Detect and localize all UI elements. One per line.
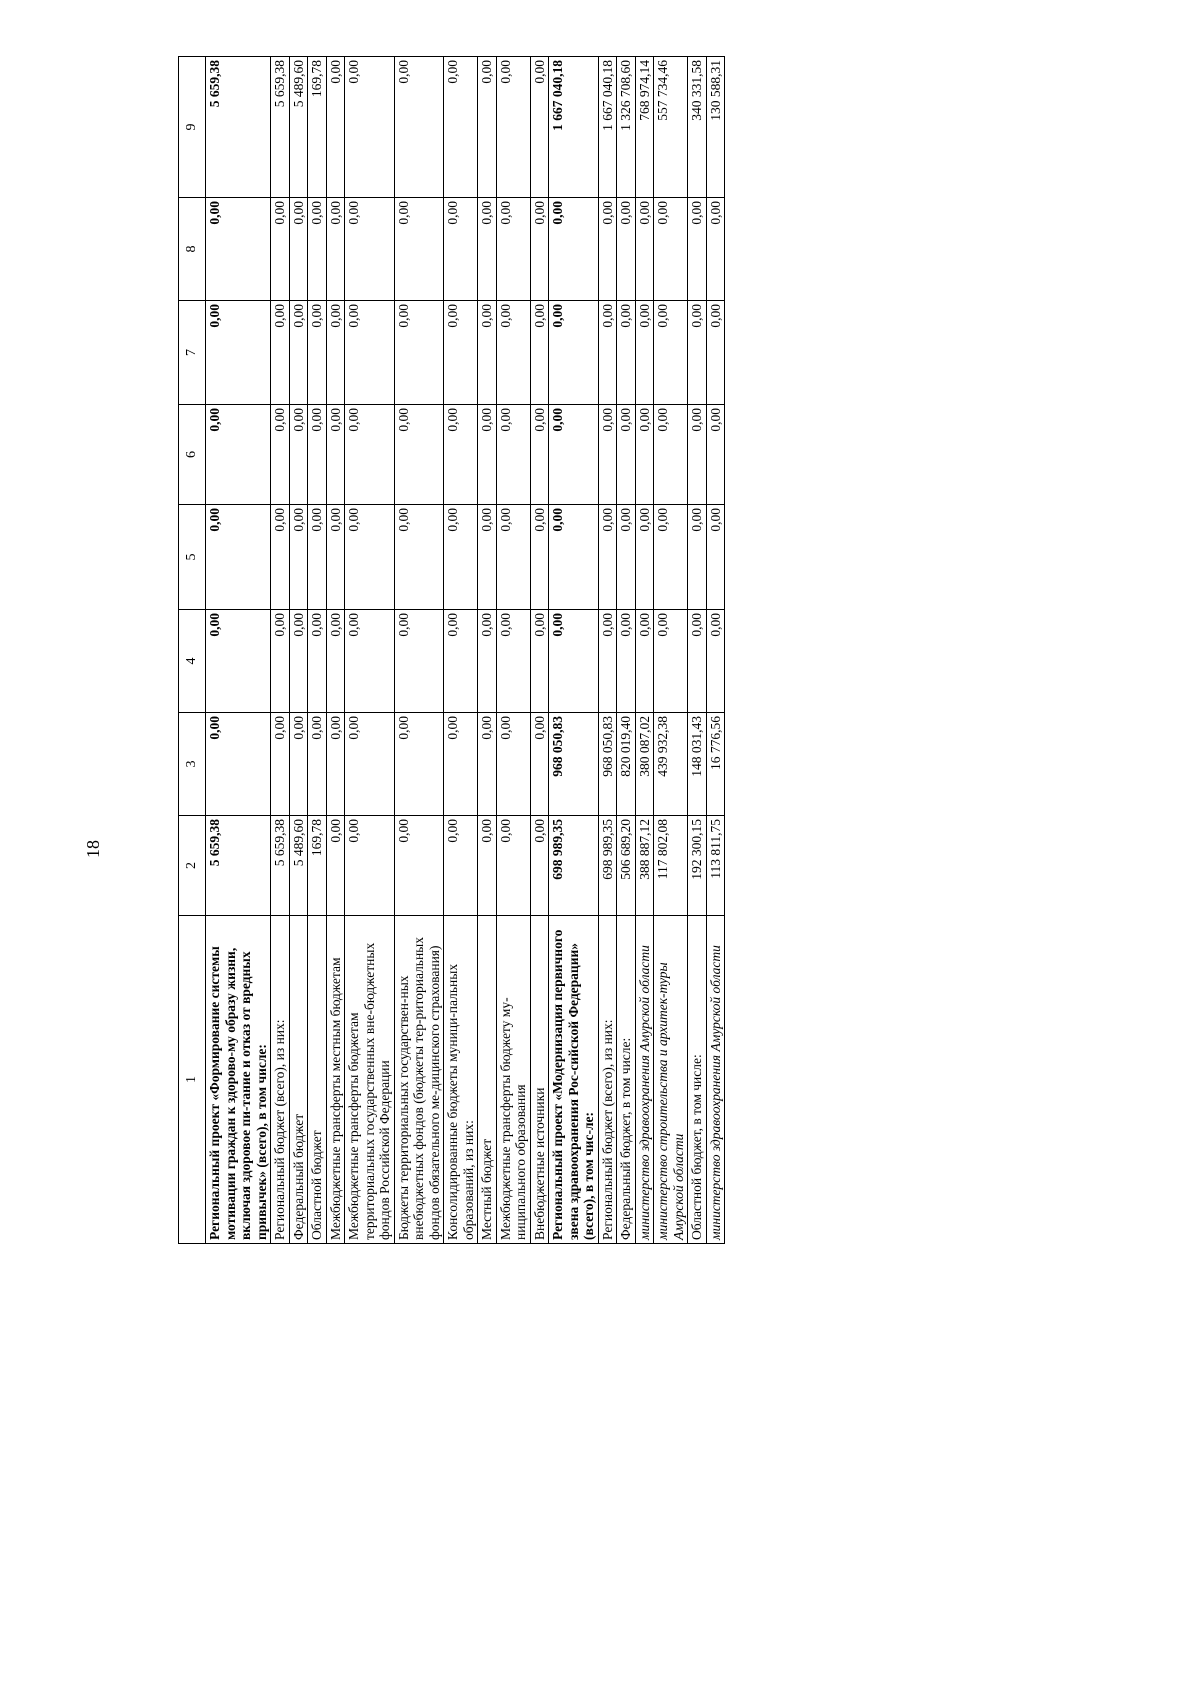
table-row: [706, 57, 725, 1244]
header-cell: 9: [179, 57, 206, 198]
table-row: [635, 57, 654, 1244]
value-cell: 0,00: [444, 610, 478, 713]
value-cell: 0,00: [271, 505, 290, 610]
value-cell: 0,00: [326, 816, 345, 916]
value-cell: 0,00: [308, 301, 327, 405]
header-cell: 7: [179, 301, 206, 405]
value-cell: 0,00: [444, 816, 478, 916]
value-cell: 0,00: [530, 198, 549, 301]
header-cell: 1: [179, 916, 206, 1244]
row-label: Консолидированные бюджеты муници-пальных образований, из них:: [444, 916, 478, 1244]
value-cell: 0,00: [345, 405, 395, 505]
value-cell: 0,00: [617, 505, 636, 610]
value-cell: 1 667 040,18: [598, 57, 617, 198]
value-cell: 557 734,46: [654, 57, 688, 198]
value-cell: 0,00: [478, 301, 497, 405]
header-cell: 6: [179, 405, 206, 505]
value-cell: 0,00: [530, 405, 549, 505]
value-cell: 117 802,08: [654, 816, 688, 916]
row-label: Региональный проект «Формирование системы мотивации граждан к здорово-му образу жизни, включая здоровое пи-тание и отказ от вредных привычек» (всего), в том числе:: [206, 916, 271, 1244]
value-cell: 5 489,60: [289, 816, 308, 916]
value-cell: 0,00: [654, 198, 688, 301]
value-cell: 0,00: [326, 198, 345, 301]
row-label: министерство здравоохранения Амурской области: [635, 916, 654, 1244]
value-cell: 0,00: [530, 816, 549, 916]
value-cell: 5 659,38: [271, 816, 290, 916]
row-label: Межбюджетные трансферты местным бюджетам: [326, 916, 345, 1244]
value-cell: 0,00: [496, 301, 530, 405]
value-cell: 0,00: [326, 405, 345, 505]
header-cell: 8: [179, 198, 206, 301]
table-row: [444, 57, 478, 1244]
value-cell: 0,00: [635, 301, 654, 405]
value-cell: 698 989,35: [549, 816, 599, 916]
row-label: Межбюджетные трансферты бюджетам территориальных государственных вне-бюджетных фондов Российской Федерации: [345, 916, 395, 1244]
value-cell: 0,00: [394, 405, 444, 505]
rotated-table-container: [178, 57, 1078, 1244]
value-cell: 0,00: [530, 713, 549, 816]
table-row: [617, 57, 636, 1244]
value-cell: 0,00: [598, 505, 617, 610]
value-cell: 0,00: [617, 405, 636, 505]
header-cell: 2: [179, 816, 206, 916]
value-cell: 0,00: [394, 198, 444, 301]
value-cell: 0,00: [289, 198, 308, 301]
page-number: 18: [83, 840, 103, 858]
value-cell: 0,00: [206, 713, 271, 816]
row-label: Местный бюджет: [478, 916, 497, 1244]
value-cell: 0,00: [345, 610, 395, 713]
table-row: [598, 57, 617, 1244]
value-cell: 0,00: [549, 405, 599, 505]
value-cell: 506 689,20: [617, 816, 636, 916]
value-cell: 0,00: [444, 405, 478, 505]
value-cell: 439 932,38: [654, 713, 688, 816]
table-row: [345, 57, 395, 1244]
value-cell: 0,00: [688, 405, 707, 505]
value-cell: 0,00: [530, 57, 549, 198]
value-cell: 0,00: [326, 57, 345, 198]
value-cell: 0,00: [289, 301, 308, 405]
row-label: министерство строительства и архитек-туры Амурской области: [654, 916, 688, 1244]
table-row: [688, 57, 707, 1244]
value-cell: 0,00: [478, 198, 497, 301]
row-label: Областной бюджет: [308, 916, 327, 1244]
value-cell: 0,00: [496, 198, 530, 301]
row-label: Региональный бюджет (всего), из них:: [271, 916, 290, 1244]
value-cell: 380 087,02: [635, 713, 654, 816]
value-cell: 0,00: [530, 301, 549, 405]
value-cell: 0,00: [394, 713, 444, 816]
value-cell: 698 989,35: [598, 816, 617, 916]
row-label: Межбюджетные трансферты бюджету му-ниципального образования: [496, 916, 530, 1244]
table-row: [478, 57, 497, 1244]
value-cell: 169,78: [308, 57, 327, 198]
value-cell: 0,00: [394, 505, 444, 610]
header-cell: 5: [179, 505, 206, 610]
value-cell: 148 031,43: [688, 713, 707, 816]
value-cell: 0,00: [308, 405, 327, 505]
value-cell: 0,00: [654, 610, 688, 713]
value-cell: 0,00: [496, 713, 530, 816]
value-cell: 130 588,31: [706, 57, 725, 198]
table-row: [326, 57, 345, 1244]
value-cell: 0,00: [345, 713, 395, 816]
value-cell: 0,00: [496, 505, 530, 610]
value-cell: 0,00: [394, 816, 444, 916]
value-cell: 0,00: [478, 713, 497, 816]
row-label: Федеральный бюджет, в том числе:: [617, 916, 636, 1244]
value-cell: 0,00: [289, 713, 308, 816]
row-label: министерство здравоохранения Амурской области: [706, 916, 725, 1244]
value-cell: 0,00: [478, 505, 497, 610]
value-cell: 0,00: [706, 405, 725, 505]
value-cell: 0,00: [271, 713, 290, 816]
table-row: [654, 57, 688, 1244]
value-cell: 0,00: [394, 301, 444, 405]
value-cell: 192 300,15: [688, 816, 707, 916]
value-cell: 0,00: [530, 610, 549, 713]
value-cell: 5 659,38: [206, 57, 271, 198]
value-cell: 0,00: [496, 816, 530, 916]
value-cell: 16 776,56: [706, 713, 725, 816]
table-row: [206, 57, 271, 1244]
table-row: [394, 57, 444, 1244]
header-cell: 3: [179, 713, 206, 816]
value-cell: 0,00: [206, 301, 271, 405]
value-cell: 0,00: [206, 198, 271, 301]
value-cell: 0,00: [635, 505, 654, 610]
value-cell: 0,00: [706, 198, 725, 301]
value-cell: 0,00: [271, 610, 290, 713]
value-cell: 388 887,12: [635, 816, 654, 916]
row-label: Федеральный бюджет: [289, 916, 308, 1244]
value-cell: 0,00: [444, 57, 478, 198]
value-cell: 0,00: [326, 713, 345, 816]
value-cell: 0,00: [478, 57, 497, 198]
value-cell: 0,00: [549, 505, 599, 610]
value-cell: 0,00: [444, 198, 478, 301]
value-cell: 0,00: [345, 57, 395, 198]
value-cell: 0,00: [706, 301, 725, 405]
value-cell: 0,00: [326, 301, 345, 405]
value-cell: 0,00: [688, 610, 707, 713]
value-cell: 0,00: [549, 610, 599, 713]
value-cell: 5 489,60: [289, 57, 308, 198]
value-cell: 0,00: [308, 713, 327, 816]
value-cell: 0,00: [706, 610, 725, 713]
value-cell: 0,00: [478, 405, 497, 505]
table-row: [271, 57, 290, 1244]
value-cell: 0,00: [394, 57, 444, 198]
value-cell: 0,00: [206, 505, 271, 610]
value-cell: 968 050,83: [549, 713, 599, 816]
value-cell: 0,00: [549, 198, 599, 301]
value-cell: 0,00: [345, 505, 395, 610]
value-cell: 0,00: [271, 198, 290, 301]
value-cell: 113 811,75: [706, 816, 725, 916]
value-cell: 5 659,38: [206, 816, 271, 916]
row-label: Внебюджетные источники: [530, 916, 549, 1244]
value-cell: 0,00: [326, 505, 345, 610]
value-cell: 0,00: [271, 405, 290, 505]
row-label: Бюджеты территориальных государствен-ных внебюджетных фондов (бюджеты тер-риториальных фондов обязательного ме-дицинского страхования): [394, 916, 444, 1244]
value-cell: 0,00: [617, 610, 636, 713]
table-row: [308, 57, 327, 1244]
value-cell: 0,00: [598, 610, 617, 713]
value-cell: 0,00: [530, 505, 549, 610]
header-row: [179, 57, 206, 1244]
value-cell: 0,00: [496, 610, 530, 713]
value-cell: 0,00: [345, 816, 395, 916]
value-cell: 0,00: [654, 405, 688, 505]
value-cell: 0,00: [654, 301, 688, 405]
value-cell: 1 667 040,18: [549, 57, 599, 198]
value-cell: 169,78: [308, 816, 327, 916]
value-cell: 0,00: [549, 301, 599, 405]
table-row: [549, 57, 599, 1244]
value-cell: 0,00: [206, 405, 271, 505]
value-cell: 0,00: [308, 505, 327, 610]
value-cell: 0,00: [598, 405, 617, 505]
value-cell: 0,00: [688, 301, 707, 405]
value-cell: 0,00: [289, 505, 308, 610]
value-cell: 0,00: [345, 301, 395, 405]
value-cell: 0,00: [496, 405, 530, 505]
value-cell: 0,00: [289, 405, 308, 505]
value-cell: 340 331,58: [688, 57, 707, 198]
value-cell: 0,00: [444, 505, 478, 610]
value-cell: 0,00: [688, 505, 707, 610]
value-cell: 0,00: [635, 198, 654, 301]
value-cell: 0,00: [654, 505, 688, 610]
value-cell: 0,00: [478, 610, 497, 713]
value-cell: 968 050,83: [598, 713, 617, 816]
row-label: Областной бюджет, в том числе:: [688, 916, 707, 1244]
budget-table: [178, 56, 725, 1244]
value-cell: 1 326 708,60: [617, 57, 636, 198]
value-cell: 768 974,14: [635, 57, 654, 198]
value-cell: 0,00: [345, 198, 395, 301]
value-cell: 820 019,40: [617, 713, 636, 816]
value-cell: 0,00: [444, 713, 478, 816]
value-cell: 0,00: [308, 198, 327, 301]
row-label: Региональный проект «Модернизация первичного звена здравоохранения Рос-сийской Федерации» (всего), в том чис-ле:: [549, 916, 599, 1244]
value-cell: 0,00: [617, 198, 636, 301]
table-row: [289, 57, 308, 1244]
value-cell: 0,00: [444, 301, 478, 405]
value-cell: 0,00: [289, 610, 308, 713]
value-cell: 0,00: [326, 610, 345, 713]
value-cell: 0,00: [598, 301, 617, 405]
value-cell: 0,00: [635, 610, 654, 713]
value-cell: 0,00: [271, 301, 290, 405]
value-cell: 5 659,38: [271, 57, 290, 198]
header-cell: 4: [179, 610, 206, 713]
value-cell: 0,00: [496, 57, 530, 198]
table-row: [496, 57, 530, 1244]
value-cell: 0,00: [478, 816, 497, 916]
value-cell: 0,00: [394, 610, 444, 713]
row-label: Региональный бюджет (всего), из них:: [598, 916, 617, 1244]
value-cell: 0,00: [706, 505, 725, 610]
value-cell: 0,00: [617, 301, 636, 405]
table-row: [530, 57, 549, 1244]
value-cell: 0,00: [308, 610, 327, 713]
value-cell: 0,00: [598, 198, 617, 301]
value-cell: 0,00: [206, 610, 271, 713]
value-cell: 0,00: [688, 198, 707, 301]
value-cell: 0,00: [635, 405, 654, 505]
